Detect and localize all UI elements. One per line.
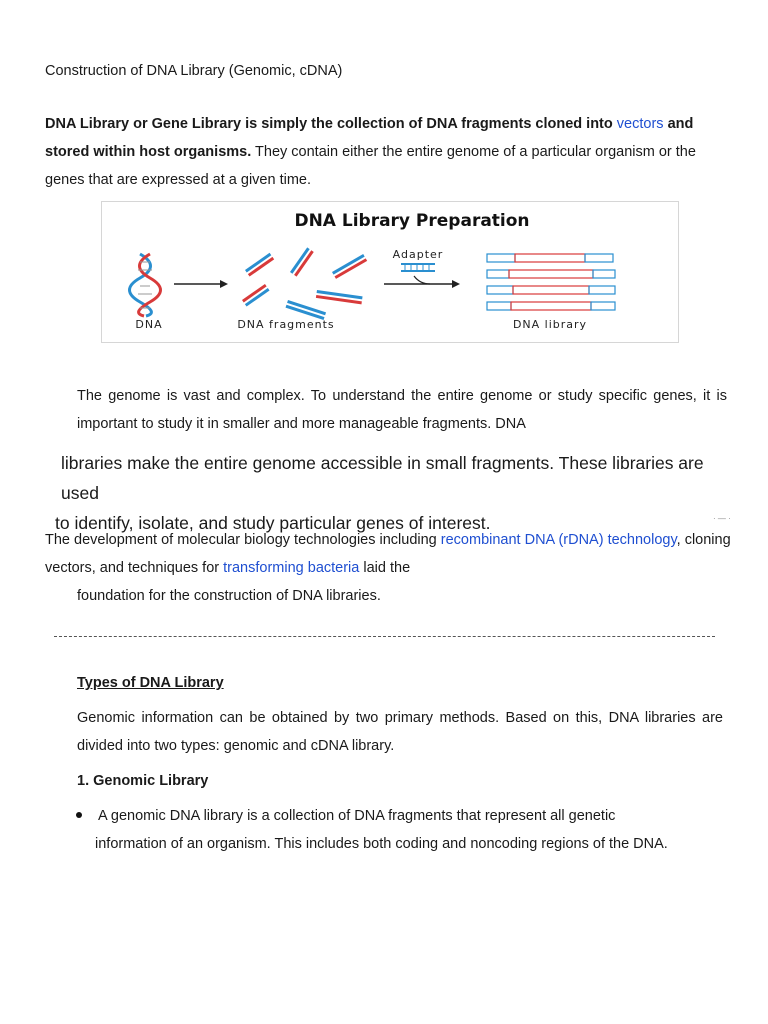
document-title: Construction of DNA Library (Genomic, cDNA) bbox=[45, 63, 343, 79]
libraries-line-2: to identify, isolate, and study particular genes of interest. bbox=[55, 513, 491, 533]
bullet-line-2: information of an organism. This includes both coding and noncoding regions of the DNA. bbox=[95, 836, 668, 852]
bullet-line-1: A genomic DNA library is a collection of DNA fragments that represent all genetic bbox=[98, 808, 616, 824]
adapter-icon bbox=[401, 263, 435, 272]
label-dna: DNA bbox=[135, 318, 163, 331]
dev-text-b: , cloning vectors, and techniques for bbox=[45, 532, 731, 576]
intro-rest: They contain either the entire genome of a particular organism or the genes that are expressed at a given time. bbox=[45, 144, 696, 188]
figure-svg bbox=[102, 202, 678, 342]
types-heading: Types of DNA Library bbox=[77, 675, 224, 691]
label-adapter: Adapter bbox=[392, 248, 444, 261]
arrow-1-icon bbox=[174, 280, 228, 288]
transforming-bacteria-link[interactable]: transforming bacteria bbox=[223, 560, 360, 576]
dna-library-icon bbox=[487, 254, 615, 310]
libraries-line-1: libraries make the entire genome accessible in small fragments. These libraries are used bbox=[61, 453, 704, 503]
types-paragraph: Genomic information can be obtained by two primary methods. Based on this, DNA libraries are divided into two types: genomic and cDNA library. bbox=[77, 710, 723, 754]
rdna-link[interactable]: recombinant DNA (rDNA) technology bbox=[440, 532, 677, 548]
dev-text-a: The development of molecular biology technologies including bbox=[45, 532, 437, 548]
intro-bold-b: and stored within host organisms. bbox=[45, 116, 694, 160]
dev-text-d: foundation for the construction of DNA libraries. bbox=[77, 588, 381, 604]
label-dna-fragments: DNA fragments bbox=[237, 318, 335, 331]
libraries-paragraph bbox=[55, 448, 735, 538]
dev-text-c: laid the bbox=[363, 560, 411, 576]
dna-fragments-icon bbox=[242, 247, 367, 320]
intro-bold-a: DNA Library or Gene Library is simply the collection of DNA fragments cloned into bbox=[45, 116, 613, 132]
bullet-icon bbox=[76, 812, 82, 818]
section-divider bbox=[54, 636, 715, 637]
intro-paragraph bbox=[45, 110, 735, 194]
page-mark: · — · bbox=[713, 514, 731, 523]
bullet-item bbox=[95, 802, 715, 858]
dna-helix-icon bbox=[130, 254, 161, 316]
label-dna-library: DNA library bbox=[512, 318, 588, 331]
development-paragraph bbox=[45, 526, 735, 610]
genomic-library-heading: 1. Genomic Library bbox=[77, 773, 209, 789]
genome-paragraph: The genome is vast and complex. To understand the entire genome or study specific genes, it is important to study it in smaller and more manageable fragments. DNA bbox=[77, 388, 727, 432]
arrow-2-icon bbox=[384, 276, 460, 288]
figure-title: DNA Library Preparation bbox=[294, 211, 530, 231]
dna-library-figure bbox=[101, 201, 679, 343]
vectors-link[interactable]: vectors bbox=[616, 116, 664, 132]
